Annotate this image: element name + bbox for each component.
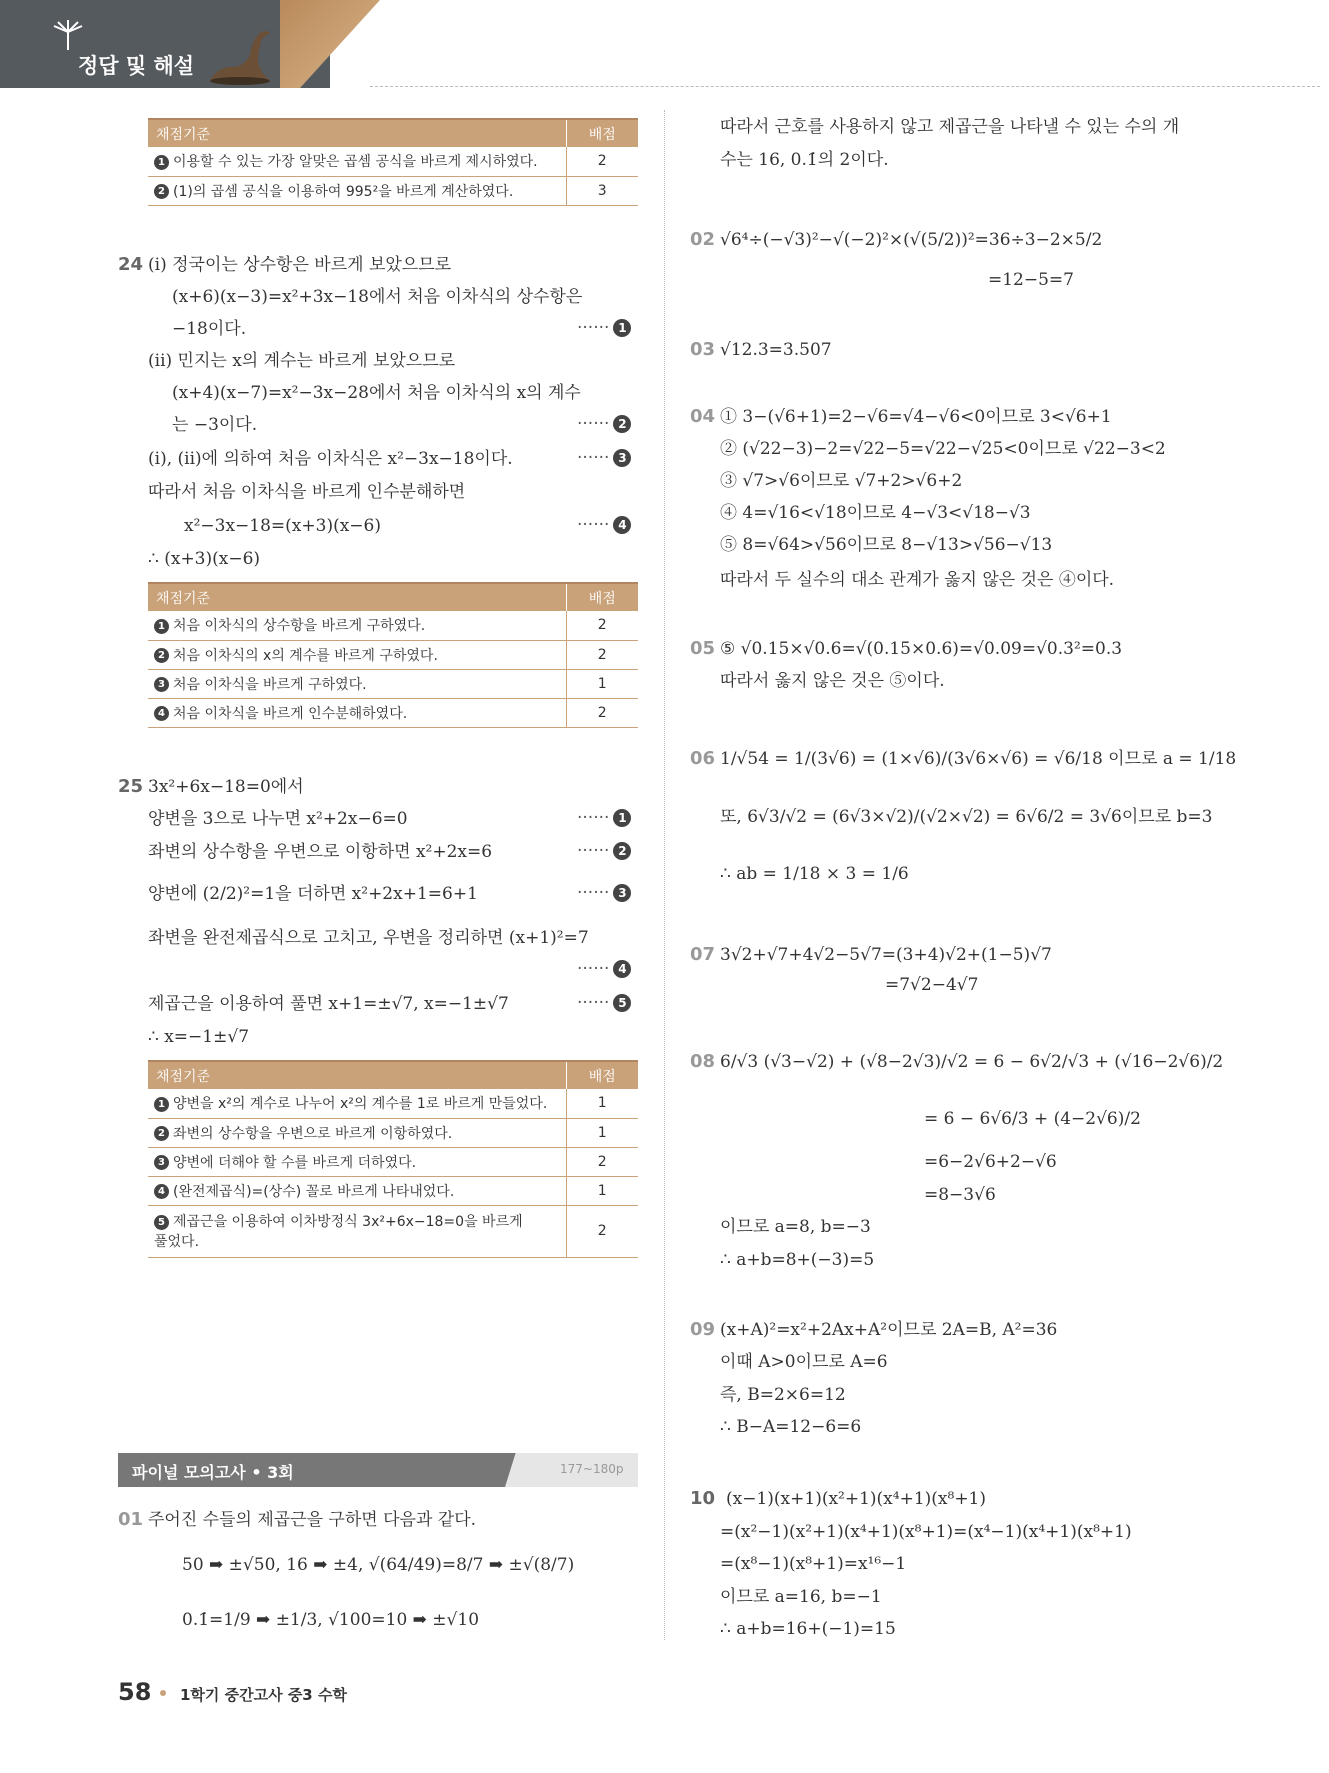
- q25-line: 좌변을 완전제곱식으로 고치고, 우변을 정리하면 (x+1)²=7: [148, 928, 589, 948]
- q07-line: =7√2−4√7: [885, 975, 979, 995]
- palm-tree-icon: [48, 20, 88, 50]
- q24-line: ∴ (x+3)(x−6): [148, 549, 261, 569]
- q08-line: =8−3√6: [924, 1185, 996, 1205]
- step-marker: ······ 4: [577, 959, 631, 979]
- q25-line: 3x²+6x−18=0에서: [148, 777, 304, 797]
- question-number-24: 24: [118, 254, 144, 275]
- table-head-points: 배점: [566, 119, 638, 147]
- question-number-01: 01: [118, 1509, 144, 1530]
- q10-line: (x−1)(x+1)(x²+1)(x⁴+1)(x⁸+1): [726, 1489, 987, 1509]
- question-number-03: 03: [690, 339, 716, 360]
- question-number-07: 07: [690, 944, 716, 965]
- question-number-10: 10: [690, 1488, 716, 1509]
- table-row: 3 처음 이차식을 바르게 구하였다. 1: [148, 669, 638, 698]
- book-title: 1학기 중간고사 중3 수학: [180, 1686, 347, 1704]
- q02-line: √6⁴÷(−√3)²−√(−2)²×(√(5/2))²=36÷3−2×5/2: [720, 230, 1103, 250]
- q10-line: ∴ a+b=16+(−1)=15: [720, 1619, 896, 1639]
- q09-line: 즉, B=2×6=12: [720, 1385, 846, 1405]
- table-row: 2 (1)의 곱셈 공식을 이용하여 995²을 바르게 계산하였다. 3: [148, 176, 638, 205]
- q25-line: 제곱근을 이용하여 풀면 x+1=±√7, x=−1±√7: [148, 994, 509, 1014]
- q06-line: 또, 6√3/√2 = (6√3×√2)/(√2×√2) = 6√6/2 = 3√6이므로 b=3: [720, 807, 1213, 827]
- table-row: 2 처음 이차식의 x의 계수를 바르게 구하였다. 2: [148, 640, 638, 669]
- table-row: 1 처음 이차식의 상수항을 바르게 구하였다. 2: [148, 611, 638, 640]
- table-head-criteria: 채점기준: [148, 119, 566, 147]
- q07-line: 3√2+√7+4√2−5√7=(3+4)√2+(1−5)√7: [720, 945, 1052, 965]
- question-number-09: 09: [690, 1319, 716, 1340]
- q10-line: 이므로 a=16, b=−1: [720, 1587, 882, 1607]
- q05-line: 따라서 옳지 않은 것은 ⑤이다.: [720, 671, 945, 691]
- step-marker: ······ 3: [577, 448, 631, 468]
- q06-line: ∴ ab = 1/18 × 3 = 1/6: [720, 864, 909, 884]
- q01-continued: 따라서 근호를 사용하지 않고 제곱근을 나타낼 수 있는 수의 개: [720, 117, 1180, 137]
- step-marker: ······ 2: [577, 414, 631, 434]
- q09-line: 이때 A>0이므로 A=6: [720, 1352, 888, 1372]
- q04-line: ② (√22−3)−2=√22−5=√22−√25<0이므로 √22−3<2: [720, 439, 1166, 459]
- step-marker: ······ 1: [577, 808, 631, 828]
- q08-line: 이므로 a=8, b=−3: [720, 1217, 871, 1237]
- step-marker: ······ 1: [577, 318, 631, 338]
- step-marker: ······ 2: [577, 841, 631, 861]
- question-number-05: 05: [690, 638, 716, 659]
- table-row: 3 양변에 더해야 할 수를 바르게 더하였다. 2: [148, 1147, 638, 1176]
- q04-line: ④ 4=√16<√18이므로 4−√3<√18−√3: [720, 503, 1031, 523]
- header-accent: [280, 0, 380, 88]
- header-rule: [370, 86, 1320, 87]
- q08-line: 6/√3 (√3−√2) + (√8−2√3)/√2 = 6 − 6√2/√3 + (√16−2√6)/2: [720, 1052, 1224, 1072]
- table-row: 1 이용할 수 있는 가장 알맞은 곱셈 공식을 바르게 제시하였다. 2: [148, 147, 638, 176]
- section-pages: 177~180p: [560, 1462, 624, 1476]
- footer-dot: [160, 1690, 166, 1696]
- q01-line: 주어진 수들의 제곱근을 구하면 다음과 같다.: [148, 1510, 477, 1530]
- q09-line: (x+A)²=x²+2Ax+A²이므로 2A=B, A²=36: [720, 1320, 1058, 1340]
- step-marker: ······ 5: [577, 993, 631, 1013]
- dinosaur-icon: [200, 25, 280, 85]
- question-number-04: 04: [690, 406, 716, 427]
- table-row: 1 양변을 x²의 계수로 나누어 x²의 계수를 1로 바르게 만들었다. 1: [148, 1089, 638, 1118]
- q10-line: =(x²−1)(x²+1)(x⁴+1)(x⁸+1)=(x⁴−1)(x⁴+1)(x⁸+1): [720, 1522, 1132, 1542]
- column-divider: [664, 110, 665, 1640]
- question-number-06: 06: [690, 748, 716, 769]
- step-marker: ······ 3: [577, 883, 631, 903]
- q25-line: 양변을 3으로 나누면 x²+2x−6=0: [148, 809, 408, 829]
- q24-line: (x+6)(x−3)=x²+3x−18에서 처음 이차식의 상수항은: [172, 287, 583, 307]
- question-number-25: 25: [118, 776, 144, 797]
- table-row: 2 좌변의 상수항을 우변으로 바르게 이항하였다. 1: [148, 1118, 638, 1147]
- q05-line: ⑤ √0.15×√0.6=√(0.15×0.6)=√0.09=√0.3²=0.3: [720, 639, 1123, 659]
- q08-line: =6−2√6+2−√6: [924, 1152, 1057, 1172]
- scoring-table-25: 채점기준 배점 1 양변을 x²의 계수로 나누어 x²의 계수를 1로 바르게 만들었다. 1 2 좌변의 상수항을 우변으로 바르게 이항하였다. 1 3 양변에 더해야 할 수를 바르게 더하였다. 2 4 (완전제곱식)=(상수) 꼴로 바르게 나타내었다. 1 5 제곱근을 이용하여 이차방정식 3x²+6x−18=0을 바르게 풀었다. 2: [148, 1060, 638, 1258]
- q09-line: ∴ B−A=12−6=6: [720, 1417, 862, 1437]
- step-marker: ······ 4: [577, 515, 631, 535]
- question-number-02: 02: [690, 229, 716, 250]
- q24-line: 따라서 처음 이차식을 바르게 인수분해하면: [148, 482, 466, 502]
- q04-line: ⑤ 8=√64>√56이므로 8−√13>√56−√13: [720, 535, 1053, 555]
- table-row: 5 제곱근을 이용하여 이차방정식 3x²+6x−18=0을 바르게 풀었다. 2: [148, 1205, 638, 1257]
- q24-line: (i), (ii)에 의하여 처음 이차식은 x²−3x−18이다.: [148, 449, 513, 469]
- q04-line: 따라서 두 실수의 대소 관계가 옳지 않은 것은 ④이다.: [720, 570, 1115, 590]
- header-title: 정답 및 해설: [78, 54, 195, 78]
- q24-line: (x+4)(x−7)=x²−3x−28에서 처음 이차식의 x의 계수: [172, 383, 581, 403]
- scoring-table-24: 채점기준 배점 1 처음 이차식의 상수항을 바르게 구하였다. 2 2 처음 이차식의 x의 계수를 바르게 구하였다. 2 3 처음 이차식을 바르게 구하였다. 1 4 처음 이차식을 바르게 인수분해하였다. 2: [148, 582, 638, 728]
- page-number: 58: [118, 1678, 152, 1706]
- q24-line: (i) 정국이는 상수항은 바르게 보았으므로: [148, 255, 452, 275]
- table-row: 4 처음 이차식을 바르게 인수분해하였다. 2: [148, 698, 638, 727]
- q24-line: −18이다.: [172, 319, 247, 339]
- q03-line: √12.3=3.507: [720, 340, 832, 360]
- q01-line: 50 ➡ ±√50, 16 ➡ ±4, √(64/49)=8/7 ➡ ±√(8/7): [182, 1555, 575, 1575]
- section-title: 파이널 모의고사 • 3회: [132, 1463, 294, 1482]
- scoring-table-23: [148, 118, 638, 206]
- q01-continued: 수는 16, 0.1̇의 2이다.: [720, 150, 889, 170]
- q01-line: 0.1̇=1/9 ➡ ±1/3, √100=10 ➡ ±√10: [182, 1610, 480, 1630]
- q08-line: ∴ a+b=8+(−3)=5: [720, 1250, 875, 1270]
- q24-line: (ii) 민지는 x의 계수는 바르게 보았으므로: [148, 351, 456, 371]
- q25-line: 좌변의 상수항을 우변으로 이항하면 x²+2x=6: [148, 842, 493, 862]
- page-header: [0, 0, 1329, 88]
- q24-line: x²−3x−18=(x+3)(x−6): [184, 516, 381, 536]
- q24-line: 는 −3이다.: [172, 415, 258, 435]
- q04-line: ① 3−(√6+1)=2−√6=√4−√6<0이므로 3<√6+1: [720, 407, 1112, 427]
- table-row: 4 (완전제곱식)=(상수) 꼴로 바르게 나타내었다. 1: [148, 1176, 638, 1205]
- q25-line: ∴ x=−1±√7: [148, 1027, 250, 1047]
- q08-line: = 6 − 6√6/3 + (4−2√6)/2: [924, 1109, 1141, 1129]
- q04-line: ③ √7>√6이므로 √7+2>√6+2: [720, 471, 963, 491]
- question-number-08: 08: [690, 1051, 716, 1072]
- q06-line: 1/√54 = 1/(3√6) = (1×√6)/(3√6×√6) = √6/18 이므로 a = 1/18: [720, 749, 1237, 769]
- q02-line: =12−5=7: [988, 270, 1074, 290]
- q25-line: 양변에 (2/2)²=1을 더하면 x²+2x+1=6+1: [148, 884, 478, 904]
- q10-line: =(x⁸−1)(x⁸+1)=x¹⁶−1: [720, 1554, 907, 1574]
